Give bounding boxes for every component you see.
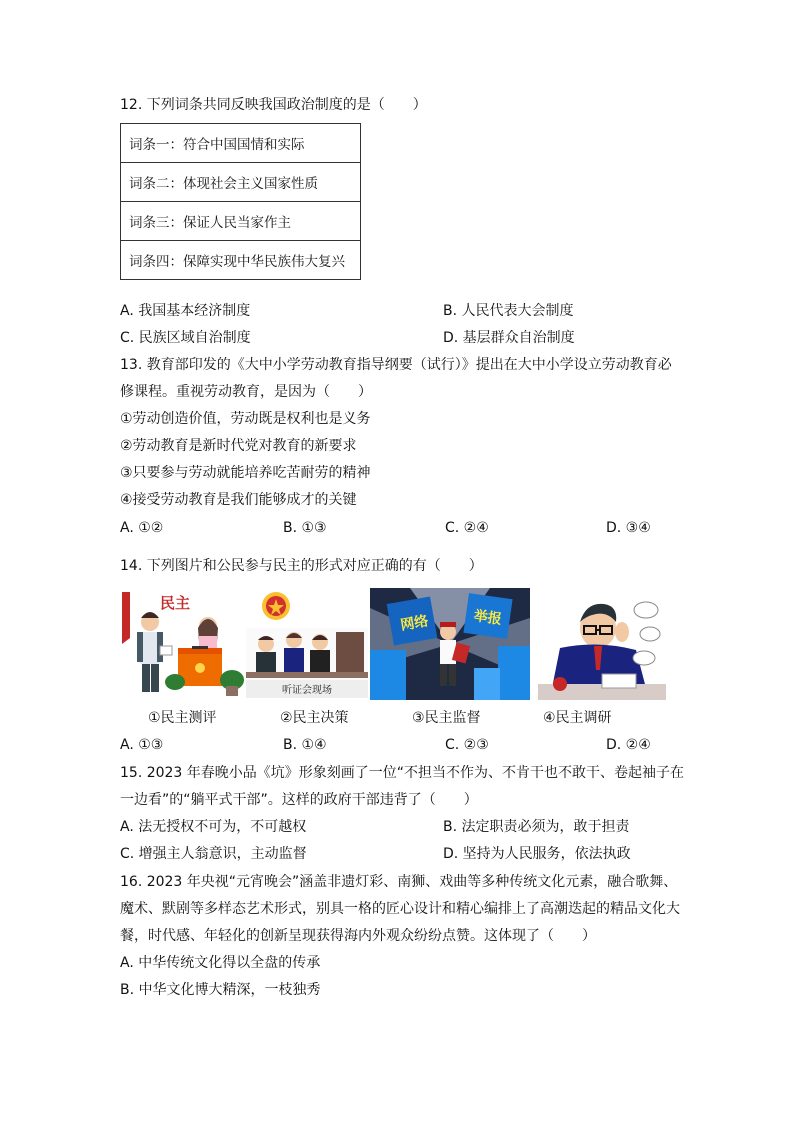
pic3-block1-text: 网络 [399,613,430,634]
q16-stem-line2: 魔术、默剧等多样态艺术形式，别具一格的匠心设计和精心编排上了高潮迭起的精品文化大 [120,901,680,917]
q14-caption-1: ①民主测评 [148,710,217,726]
q15-option-b: B. 法定职责必须为，敢于担责 [443,819,630,835]
q12-term-1: 词条一：符合中国国情和实际 [121,124,361,163]
pic3-block2-text: 举报 [472,608,503,628]
q13-item-1: ①劳动创造价值，劳动既是权利也是义务 [120,411,371,427]
q15-stem-line1: 15. 2023 年春晚小品《坑》形象刻画了一位“不担当不作为、不肯干也不敢干、卷起袖子在 [120,765,685,781]
q12-term-2: 词条二：体现社会主义国家性质 [121,163,361,202]
q13-item-3: ③只要参与劳动就能培养吃苦耐劳的精神 [120,465,371,481]
q15-stem-line2: 一边看”的“躺平式干部”。这样的政府干部违背了（ ） [120,792,478,808]
q14-picture-4 [538,588,666,700]
pic2-banner-text: 听证会现场 [282,685,332,696]
q14-option-d: D. ②④ [606,737,651,753]
q13-item-4: ④接受劳动教育是我们能够成才的关键 [120,492,357,508]
q13-option-d: D. ③④ [606,520,651,536]
pic1-sign-text: 民主 [160,594,191,612]
q14-picture-3 [370,588,530,700]
q14-picture-1 [120,588,248,700]
q14-stem: 14. 下列图片和公民参与民主的形式对应正确的有（ ） [120,558,483,574]
q13-stem-line2: 修课程。重视劳动教育，是因为（ ） [120,384,372,400]
q13-option-b: B. ①③ [283,520,327,536]
q13-item-2: ②劳动教育是新时代党对教育的新要求 [120,438,357,454]
q13-stem-line1: 13. 教育部印发的《大中小学劳动教育指导纲要（试行）》提出在大中小学设立劳动教育必 [120,357,672,373]
q14-option-b: B. ①④ [283,737,327,753]
q12-term-4: 词条四：保障实现中华民族伟大复兴 [121,241,361,280]
q16-option-a: A. 中华传统文化得以全盘的传承 [120,955,321,971]
q14-caption-3: ③民主监督 [412,710,481,726]
q12-option-d: D. 基层群众自治制度 [443,330,575,346]
q13-option-a: A. ①② [120,520,164,536]
q12-option-a: A. 我国基本经济制度 [120,303,251,319]
q12-option-c: C. 民族区域自治制度 [120,330,251,346]
q12-terms-table [120,123,361,280]
q13-option-c: C. ②④ [445,520,489,536]
q15-option-a: A. 法无授权不可为，不可越权 [120,819,307,835]
q16-option-b: B. 中华文化博大精深，一枝独秀 [120,982,321,998]
q12-term-3: 词条三：保证人民当家作主 [121,202,361,241]
q14-caption-2: ②民主决策 [280,710,349,726]
q14-option-c: C. ②③ [445,737,489,753]
q16-stem-line1: 16. 2023 年央视“元宵晚会”涵盖非遗灯彩、南狮、戏曲等多种传统文化元素，融合歌舞、 [120,874,678,890]
q14-option-a: A. ①③ [120,737,164,753]
q12-stem: 12. 下列词条共同反映我国政治制度的是（ ） [120,97,427,113]
q12-option-b: B. 人民代表大会制度 [443,303,574,319]
q15-option-c: C. 增强主人翁意识，主动监督 [120,846,307,862]
q14-caption-4: ④民主调研 [543,710,612,726]
q14-picture-2 [246,588,368,700]
q16-stem-line3: 餐，时代感、年轻化的创新呈现获得海内外观众纷纷点赞。这体现了（ ） [120,928,596,944]
q15-option-d: D. 坚持为人民服务，依法执政 [443,846,631,862]
